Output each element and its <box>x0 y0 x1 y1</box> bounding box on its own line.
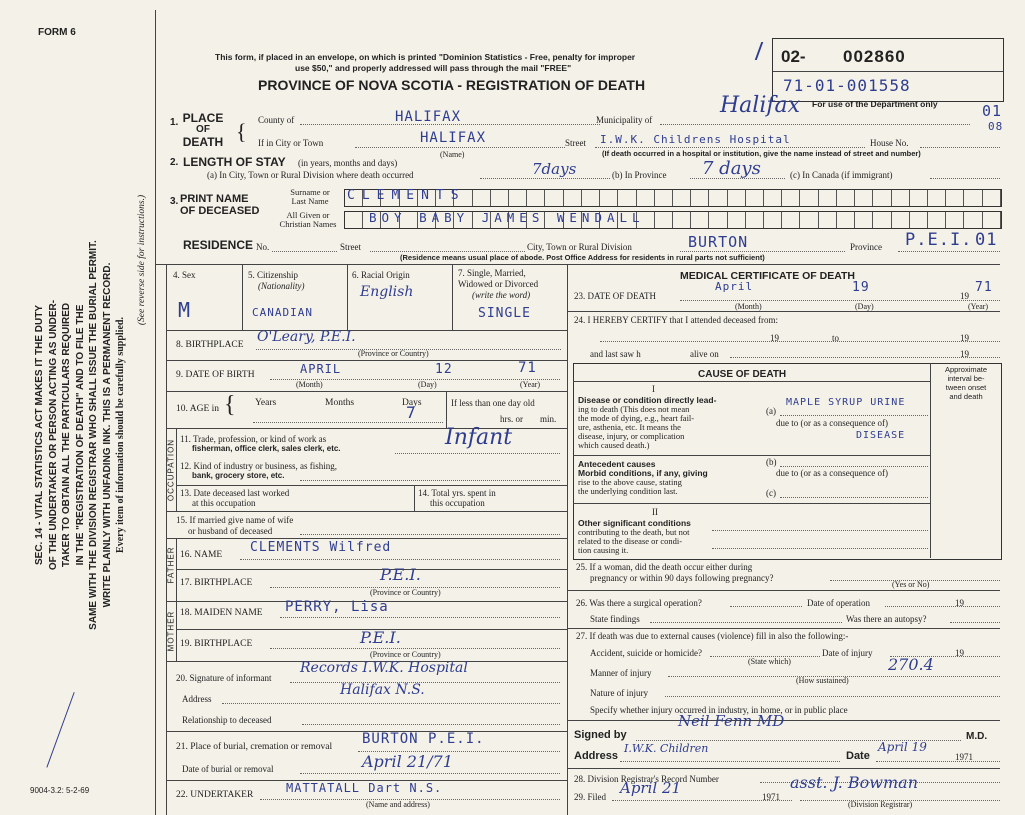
cause-direct-2: ing to death (This does not mean <box>578 404 690 414</box>
signed-date-line <box>876 761 1000 762</box>
signed-addr-label: Address <box>574 750 619 762</box>
mother-inner-border <box>176 601 177 661</box>
informant-addr-line <box>222 703 560 704</box>
father-name-value: CLEMENTS Wilfred <box>250 540 392 555</box>
residence-city-value: BURTON <box>688 233 749 251</box>
burial-date-line <box>300 773 560 774</box>
interval-4: and death <box>949 392 983 401</box>
municipality-value: Halifax <box>720 93 801 118</box>
antecedent-label <box>578 460 708 496</box>
father-bp-label: 17. BIRTHPLACE <box>180 578 253 588</box>
stay-a-line <box>480 178 610 179</box>
other-2: contributing to the death, but not <box>578 527 690 537</box>
q26-op-date-line <box>885 606 1000 607</box>
citizenship-value: CANADIAN <box>252 306 313 319</box>
cause-b-line <box>780 466 928 467</box>
q27-sustained-hint: (How sustained) <box>796 676 849 685</box>
county-label: County of <box>258 115 295 125</box>
div-5-6 <box>347 264 348 330</box>
cause-a-value: MAPLE SYRUP URINE <box>786 397 906 408</box>
q26-autopsy-line <box>950 622 1000 623</box>
occ-11-value: Infant <box>445 425 513 450</box>
given-label-1: All Given or <box>286 210 330 220</box>
mother-bp-value: P.E.I. <box>360 628 401 647</box>
stay-b-label: (b) In Province <box>612 170 667 180</box>
other-1: Other significant conditions <box>578 518 691 528</box>
reg-number: 002860 <box>843 47 906 66</box>
undertaker-label: 22. UNDERTAKER <box>176 790 254 800</box>
roman-2: II <box>652 507 658 517</box>
stay-a-label: (a) In City, Town or Rural Division where death occurred <box>207 170 414 180</box>
q26-findings-label: State findings <box>590 614 640 624</box>
signed-date-label: Date <box>846 750 870 762</box>
q25-label <box>576 562 773 584</box>
header-notice-2: use $50," and properly addressed will pass through the mail "FREE" <box>295 63 572 73</box>
municipality-label: Municipality of <box>596 115 653 125</box>
sex-value: M <box>178 298 192 322</box>
q27-specify-label: Specify whether injury occurred in industry, in home, or in public place <box>590 705 848 715</box>
cause-direct-label <box>578 396 716 450</box>
interval-2: interval be- <box>947 374 985 383</box>
q26-op-date-label: Date of operation <box>807 598 870 608</box>
form-label: FORM 6 <box>38 27 76 38</box>
other-conditions-label <box>578 519 691 555</box>
marital-hint: (write the word) <box>472 290 531 300</box>
q25-hint: (Yes or No) <box>892 580 930 589</box>
dob-month-value: APRIL <box>300 362 342 376</box>
place-label-2: OF <box>196 124 210 135</box>
divider-14 <box>166 511 567 512</box>
signed-addr-line <box>620 761 840 762</box>
place-label <box>180 112 226 148</box>
residence-note: (Residence means usual place of abode. Post Office Address for residents in rural parts not sufficient) <box>400 253 765 262</box>
mother-vertical-label: MOTHER <box>166 610 176 652</box>
side-line-1: SEC. 14 - VITAL STATISTICS ACT MAKES IT THE DUTY <box>33 305 45 566</box>
cause-direct-3: the mode of dying, e.g., heart fail- <box>578 413 695 423</box>
informant-sig-line <box>290 682 560 683</box>
q25-line-2: pregnancy or within 90 days following pregnancy? <box>590 573 774 583</box>
informant-rel-label: Relationship to deceased <box>182 715 272 725</box>
days-label: Days <box>402 398 422 408</box>
q26-label: 26. Was there a surgical operation? <box>576 598 702 608</box>
stay-label: LENGTH OF STAY <box>183 155 286 169</box>
signed-value: Neil Fenn MD <box>678 712 785 730</box>
dod-year-value: 71 <box>975 280 993 295</box>
q27-manner-label: Manner of injury <box>590 668 652 678</box>
citizenship-label: 5. Citizenship <box>248 270 298 280</box>
street-label: Street <box>565 138 586 148</box>
racial-value: English <box>360 284 414 300</box>
house-label: House No. <box>870 138 909 148</box>
dod-year-prefix: 19 <box>960 291 969 301</box>
occ-11-line1: 11. Trade, profession, or kind of work as <box>180 434 327 444</box>
reg-box-divider <box>773 71 1003 72</box>
dept-use-label: For use of the Department only <box>812 99 938 109</box>
divider-signed <box>567 768 1000 769</box>
min-label: min. <box>540 414 557 424</box>
birthplace-value: O'Leary, P.E.I. <box>257 329 356 345</box>
reg-number-prefix: 02- <box>781 47 806 66</box>
check-mark-icon <box>745 42 764 60</box>
county-value: HALIFAX <box>395 109 462 125</box>
occupation-vertical-label: OCCUPATION <box>166 438 176 502</box>
divider-7 <box>166 330 567 331</box>
name-num: 3. <box>170 196 179 207</box>
signed-label: Signed by <box>574 729 627 741</box>
spouse-label <box>176 515 293 537</box>
div-4-5 <box>242 264 243 330</box>
mother-name-label: 18. MAIDEN NAME <box>180 608 263 618</box>
side-line-4: IN THE "REGISTRATION OF DEATH" AND TO FILE THE <box>74 304 86 566</box>
given-value: BOY BABY JAMES WENDALL <box>369 210 645 225</box>
occ-13 <box>180 488 289 508</box>
alive-on-label: alive on <box>690 349 719 359</box>
occ-11 <box>180 434 341 454</box>
footer-code: 9004-3.2: 5-2-69 <box>30 786 90 795</box>
antecedent-3: rise to the above cause, stating <box>578 477 682 487</box>
less-day-label: If less than one day old <box>451 398 535 408</box>
stay-num: 2. <box>170 157 179 168</box>
q29-label: 29. Filed <box>574 792 607 802</box>
dob-year-value: 71 <box>518 360 537 376</box>
name-label <box>180 193 259 217</box>
registration-number-box <box>772 38 1004 102</box>
city-label: If in City or Town <box>258 138 324 148</box>
residence-no-line <box>272 251 337 252</box>
certify-line <box>600 341 1000 342</box>
given-label-2: Christian Names <box>279 219 337 229</box>
occ-13-line2: at this occupation <box>192 498 256 508</box>
city-value: HALIFAX <box>420 130 487 146</box>
name-label-1: PRINT NAME <box>180 193 249 205</box>
father-bp-hint: (Province or Country) <box>370 588 441 597</box>
undertaker-hint: (Name and address) <box>366 800 430 809</box>
city-name-hint: (Name) <box>440 150 465 159</box>
given-grid <box>344 211 1002 229</box>
marital-label-1: 7. Single, Married, <box>458 268 526 278</box>
age-line <box>253 422 443 423</box>
place-label-1: PLACE <box>182 111 224 125</box>
institution-note: (If death occurred in a hospital or institution, give the name instead of street and number) <box>602 149 921 158</box>
signed-date-value: April 19 <box>878 740 927 754</box>
other-line-1 <box>712 530 928 531</box>
cause-c-line <box>780 497 928 498</box>
birthplace-hint: (Province or Country) <box>358 349 429 358</box>
q27-19: 19 <box>955 648 964 658</box>
column-divider <box>567 264 568 815</box>
divider-16 <box>176 569 567 570</box>
occ-11-line2: fisherman, office clerk, sales clerk, etc. <box>192 444 341 453</box>
left-border <box>155 10 156 815</box>
stay-a-value: 7days <box>532 160 577 178</box>
informant-sig-label: 20. Signature of informant <box>176 673 272 683</box>
house-line <box>920 147 1000 148</box>
age-label: 10. AGE in <box>176 404 220 414</box>
name-label-2: OF DECEASED <box>180 205 260 217</box>
certify-19-a: 19 <box>770 333 779 343</box>
occ-11-line <box>395 453 560 454</box>
stay-c-line <box>930 178 1000 179</box>
signed-date-year: 1971 <box>955 752 973 762</box>
days-value: 7 <box>406 403 417 422</box>
dept-code-1: 01 <box>982 102 1003 120</box>
q27-date-label: Date of injury <box>822 648 873 658</box>
stay-b-value: 7 days <box>702 158 761 179</box>
occ-12-line2: bank, grocery store, etc. <box>192 471 285 480</box>
header-notice-1: This form, if placed in an envelope, on which is printed "Dominion Statistics - Free, penalty for improper <box>215 52 636 62</box>
father-vertical-label: FATHER <box>166 546 176 584</box>
father-bp-value: P.E.I. <box>380 565 421 584</box>
other-4: tion causing it. <box>578 545 629 555</box>
mother-name-value: PERRY, Lisa <box>285 599 389 615</box>
divider-12 <box>176 485 567 486</box>
residence-street-line <box>370 251 525 252</box>
q29-year: 1971 <box>762 792 780 802</box>
interval-divider <box>930 363 931 558</box>
residence-city-label: City, Town or Rural Division <box>527 242 632 252</box>
q29-registrar-value: asst. J. Bowman <box>790 773 919 792</box>
surname-label-1: Surname or <box>290 187 330 197</box>
informant-rel-line <box>302 724 560 725</box>
stay-c-label: (c) In Canada (if immigrant) <box>790 170 893 180</box>
hw-reference: 71-01-001558 <box>783 76 911 95</box>
stay-hint: (in years, months and days) <box>298 158 398 168</box>
mother-bp-line <box>270 648 560 649</box>
alive-on-19: 19 <box>960 349 969 359</box>
surname-value: CLEMENTS <box>347 188 466 203</box>
side-instructions <box>33 135 128 735</box>
dob-label: 9. DATE OF BIRTH <box>176 370 255 380</box>
undertaker-value: MATTATALL Dart N.S. <box>286 781 443 795</box>
mother-bp-hint: (Province or Country) <box>370 650 441 659</box>
side-line-6: WRITE PLAINLY WITH UNFADING INK. THIS IS A PERMANENT RECORD. <box>101 262 113 608</box>
dob-day-value: 12 <box>435 362 453 377</box>
cause-a-line <box>780 415 928 416</box>
dod-month-hint: (Month) <box>735 302 762 311</box>
cause-divider-a <box>573 455 930 456</box>
last-seen-label: and last saw h <box>590 349 641 359</box>
q26-autopsy-label: Was there an autopsy? <box>846 614 927 624</box>
cause-divider-c <box>573 503 930 504</box>
side-line-7: Every item of information should be carefully supplied. <box>114 317 126 553</box>
divider-26 <box>567 628 1000 629</box>
marital-value: SINGLE <box>478 306 531 321</box>
city-line <box>355 147 565 148</box>
street-line <box>595 147 865 148</box>
surname-label <box>276 188 344 206</box>
dod-year-hint: (Year) <box>968 302 989 311</box>
racial-label: 6. Racial Origin <box>352 270 410 280</box>
citizenship-hint: (Nationality) <box>258 281 305 291</box>
certify-to: to <box>832 333 840 343</box>
interval-1: Approximate <box>944 365 988 374</box>
q26-19: 19 <box>955 598 964 608</box>
place-num: 1. <box>170 117 179 128</box>
divider-8 <box>166 360 567 361</box>
dod-day-value: 19 <box>852 280 870 295</box>
certify-label: 24. I HEREBY CERTIFY that I attended deceased from: <box>574 315 778 325</box>
cause-title-divider <box>573 381 930 382</box>
residence-street-label: Street <box>340 242 361 252</box>
dob-year-hint: (Year) <box>520 380 541 389</box>
q28-label: 28. Division Registrar's Record Number <box>574 774 719 784</box>
residence-province-value: P.E.I. <box>905 230 973 250</box>
antecedent-4: the underlying condition last. <box>578 486 678 496</box>
divider-15 <box>166 538 567 539</box>
birthplace-label: 8. BIRTHPLACE <box>176 340 244 350</box>
spouse-label-1: 15. If married give name of wife <box>176 515 294 525</box>
occ-14-line2: this occupation <box>430 498 485 508</box>
interval-3: tween onset <box>945 383 987 392</box>
q27-state-hint: (State which) <box>748 657 791 666</box>
burial-date-value: April 21/71 <box>362 752 453 771</box>
residence-province-line <box>898 251 1000 252</box>
marital-label <box>458 268 538 301</box>
cause-due-to-2: due to (or as a consequence of) <box>776 468 888 478</box>
div-13-14 <box>414 485 415 511</box>
residence-province-label: Province <box>850 242 882 252</box>
medical-title: MEDICAL CERTIFICATE OF DEATH <box>680 270 855 282</box>
marital-label-2: Widowed or Divorced <box>458 279 539 289</box>
cause-c-label: (c) <box>766 488 776 498</box>
occ-12-line1: 12. Kind of industry or business, as fishing, <box>180 461 337 471</box>
antecedent-1: Antecedent causes <box>578 459 656 469</box>
interval-label <box>936 365 996 401</box>
surname-grid <box>344 189 1002 207</box>
certify-19-b: 19 <box>960 333 969 343</box>
divider-residence <box>155 264 1000 265</box>
age-divider <box>446 392 447 428</box>
div-6-7 <box>452 264 453 330</box>
surname-label-2: Last Name <box>291 196 329 206</box>
spouse-line <box>300 534 560 535</box>
signed-addr-value: I.W.K. Children <box>624 742 709 755</box>
residence-label: RESIDENCE <box>183 238 254 252</box>
q29-registrar-hint: (Division Registrar) <box>848 800 913 809</box>
residence-city-line <box>680 251 845 252</box>
cause-direct-1: Disease or condition directly lead- <box>578 395 717 405</box>
dod-day-hint: (Day) <box>855 302 874 311</box>
street-value: I.W.K. Childrens Hospital <box>600 133 791 146</box>
cause-direct-4: ure, asthenia, etc. It means the <box>578 422 681 432</box>
side-instructions-ref: (See reverse side for instructions.) <box>137 194 147 326</box>
q26-op-line <box>730 606 802 607</box>
informant-sig-value: Records I.W.K. Hospital <box>300 660 468 676</box>
signed-md: M.D. <box>966 731 988 742</box>
cause-title: CAUSE OF DEATH <box>698 369 787 380</box>
occ-13-line1: 13. Date deceased last worked <box>180 488 290 498</box>
residence-no-label: No. <box>256 242 270 252</box>
q27-code-value: 270.4 <box>888 655 934 674</box>
burial-date-label: Date of burial or removal <box>182 764 274 774</box>
mother-name-line <box>280 617 560 618</box>
other-line-2 <box>712 548 928 549</box>
hrs-label: hrs. or <box>500 414 523 424</box>
given-label <box>272 211 344 229</box>
occ-14-line1: 14. Total yrs. spent in <box>418 488 496 498</box>
age-bracket-icon: { <box>224 392 236 418</box>
q25-line-1: 25. If a woman, did the death occur either during <box>576 562 753 572</box>
bracket-icon: { <box>236 119 247 144</box>
side-line-5: SAME WITH THE DIVISION REGISTRAR WHO SHALL ISSUE THE BURIAL PERMIT. <box>87 240 99 630</box>
informant-addr-value: Halifax N.S. <box>340 682 425 698</box>
sex-label: 4. Sex <box>173 270 196 280</box>
inner-left-border <box>166 264 167 815</box>
mother-bp-label: 19. BIRTHPLACE <box>180 639 253 649</box>
cause-b-label: (b) <box>766 457 777 467</box>
father-name-label: 16. NAME <box>180 550 223 560</box>
years-label: Years <box>255 398 277 408</box>
cause-direct-6: which caused death.) <box>578 440 650 450</box>
municipality-line <box>660 124 970 125</box>
cause-a-label: (a) <box>766 406 776 416</box>
informant-addr-label: Address <box>182 694 212 704</box>
antecedent-2: Morbid conditions, if any, giving <box>578 468 708 478</box>
residence-code: 01 <box>975 230 998 250</box>
divider-25 <box>567 590 1000 591</box>
spouse-label-2: or husband of deceased <box>188 526 273 536</box>
dept-code-2: 08 <box>988 120 1004 133</box>
dob-month-hint: (Month) <box>296 380 323 389</box>
occ-14 <box>418 488 496 508</box>
occ-12 <box>180 461 337 481</box>
roman-1: I <box>652 384 655 394</box>
cause-direct-5: disease, injury, or complication <box>578 431 685 441</box>
dod-month-value: April <box>715 280 754 293</box>
q27-accident-label: Accident, suicide or homicide? <box>590 648 702 658</box>
cause-a-value-2: DISEASE <box>856 430 906 441</box>
q27-nature-line <box>665 696 1000 697</box>
side-line-3: TAKER TO OBTAIN ALL THE PARTICULARS REQUIRED <box>60 302 72 568</box>
occ-12-line <box>300 480 560 481</box>
place-label-3: DEATH <box>182 135 224 149</box>
q27-nature-label: Nature of injury <box>590 688 648 698</box>
q29-filed-value: April 21 <box>620 779 682 797</box>
dod-label: 23. DATE OF DEATH <box>574 291 656 301</box>
q26-findings-line <box>650 622 842 623</box>
burial-place-value: BURTON P.E.I. <box>362 731 485 747</box>
other-3: related to the disease or condi- <box>578 536 683 546</box>
occ-inner-border <box>176 428 177 511</box>
q27-label: 27. If death was due to external causes (violence) fill in also the following:- <box>576 631 849 641</box>
form-title: PROVINCE OF NOVA SCOTIA - REGISTRATION OF DEATH <box>258 77 646 93</box>
dob-day-hint: (Day) <box>418 380 437 389</box>
cause-due-to-1: due to (or as a consequence of) <box>776 418 888 428</box>
side-line-2: OF THE UNDERTAKER OR PERSON ACTING AS UNDER- <box>47 299 59 571</box>
father-name-line <box>240 559 560 560</box>
dod-line <box>680 300 1000 301</box>
divider-23 <box>567 311 1000 312</box>
months-label: Months <box>325 398 355 408</box>
burial-place-label: 21. Place of burial, cremation or removal <box>176 742 333 752</box>
